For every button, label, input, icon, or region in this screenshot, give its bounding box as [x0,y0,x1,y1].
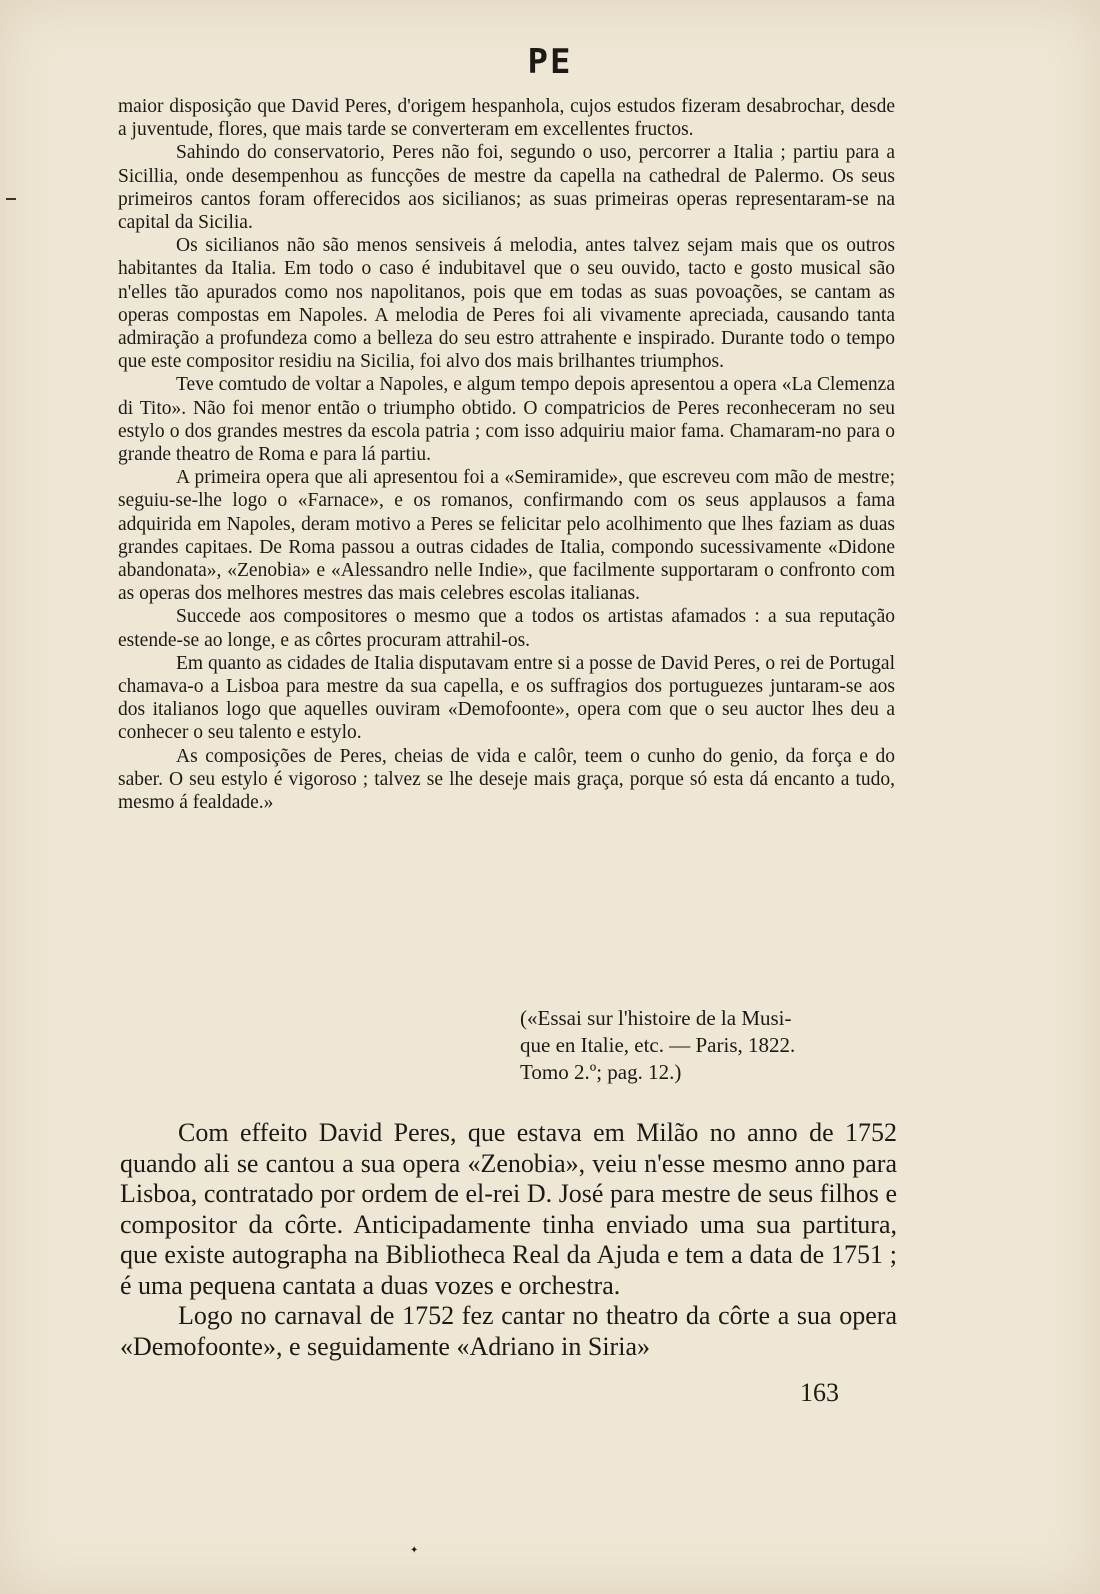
quoted-passage [118,95,895,814]
citation-line: («Essai sur l'histoire de la Musi- [520,1006,792,1030]
main-text [120,1118,897,1362]
quote-paragraph: Teve comtudo de voltar a Napoles, e algum tempo depois apresentou a opera «La Clemenza di Tito». Não foi menor então o triumpho obtido. O compatricios de Peres reconheceram no seu estylo o dos grandes mestres da escola patria ; com isso adquiriu maior fama. Chamaram-no para o grande theatro de Roma e para lá partiu. [118,374,895,466]
citation-line: Tomo 2.º; pag. 12.) [520,1060,682,1084]
quote-paragraph: Em quanto as cidades de Italia disputavam entre si a posse de David Peres, o rei de Portugal chamava-o a Lisboa para mestre da sua capella, e os suffragios dos portuguezes juntaram-se aos dos italianos logo que aquelles ouviram «Demofoonte», opera com que o seu auctor lhes deu a conhecer o seu talento e estylo. [118,652,895,744]
quote-paragraph: Succede aos compositores o mesmo que a todos os artistas afamados : a sua reputação estende-se ao longe, e as côrtes procuram attrahil-os. [118,606,895,651]
citation [520,1005,895,1086]
page-number: 163 [800,1378,839,1407]
quote-paragraph: maior disposição que David Peres, d'origem hespanhola, cujos estudos fizeram desabrochar, desde a juventude, flores, que mais tarde se converteram em excellentes fructos. [118,96,895,141]
running-head: PE [527,42,573,82]
quote-paragraph: Os sicilianos não são menos sensiveis á melodia, antes talvez sejam mais que os outros habitantes da Italia. Em todo o caso é indubitavel que o seu ouvido, tacto e gosto musical são n'elles tão apurados como nos napolitanos, pois que em todas as suas povoações, se cantam as operas compostas em Napoles. A melodia de Peres foi ali vivamente apreciada, causando tanta admiração a profundeza como a belleza do seu estro attrahente e inspirado. Durante todo o tempo que este compositor residiu na Sicilia, foi alvo dos mais brilhantes triumphos. [118,235,895,373]
quote-paragraph: A primeira opera que ali apresentou foi a «Semiramide», que escreveu com mão de mestre; seguiu-se-lhe logo o «Farnace», e os romanos, confirmando com os seus applausos a fama adquirida em Napoles, deram motivo a Peres se felicitar pelo acolhimento que lhes faziam as duas grandes capitaes. De Roma passou a outras cidades de Italia, compondo sucessivamente «Didone abandonata», «Zenobia» e «Alessandro nelle Indie», que facilmente supportaram o confronto com as operas dos melhores mestres das mais celebres escolas italianas. [118,467,895,605]
body-paragraph: Logo no carnaval de 1752 fez cantar no theatro da côrte a sua opera «Demofoonte», e seguidamente «Adriano in Siria» [120,1301,897,1361]
quote-paragraph: As composições de Peres, cheias de vida e calôr, teem o cunho do genio, da força e do saber. O seu estylo é vigoroso ; talvez se lhe deseje mais graça, porque só esta dá encanto a tudo, mesmo á fealdade.» [118,745,895,814]
quote-paragraph: Sahindo do conservatorio, Peres não foi, segundo o uso, percorrer a Italia ; partiu para a Sicillia, onde desempenhou as funcções de mestre da capella na cathedral de Palermo. Os seus primeiros cantos foram offerecidos aos sicilianos; as suas primeiras operas representaram-se na capital da Sicilia. [118,142,895,234]
printer-mark: ✦ [410,1545,419,1556]
citation-line: que en Italie, etc. — Paris, 1822. [520,1033,796,1057]
margin-mark [6,198,16,200]
body-paragraph: Com effeito David Peres, que estava em Milão no anno de 1752 quando ali se cantou a sua opera «Zenobia», veiu n'esse mesmo anno para Lisboa, contratado por ordem de el-rei D. José para mestre de seus filhos e compositor da côrte. Anticipadamente tinha enviado uma sua partitura, que existe autographa na Bibliotheca Real da Ajuda e tem a data de 1751 ; é uma pequena cantata a duas vozes e orchestra. [120,1118,897,1300]
